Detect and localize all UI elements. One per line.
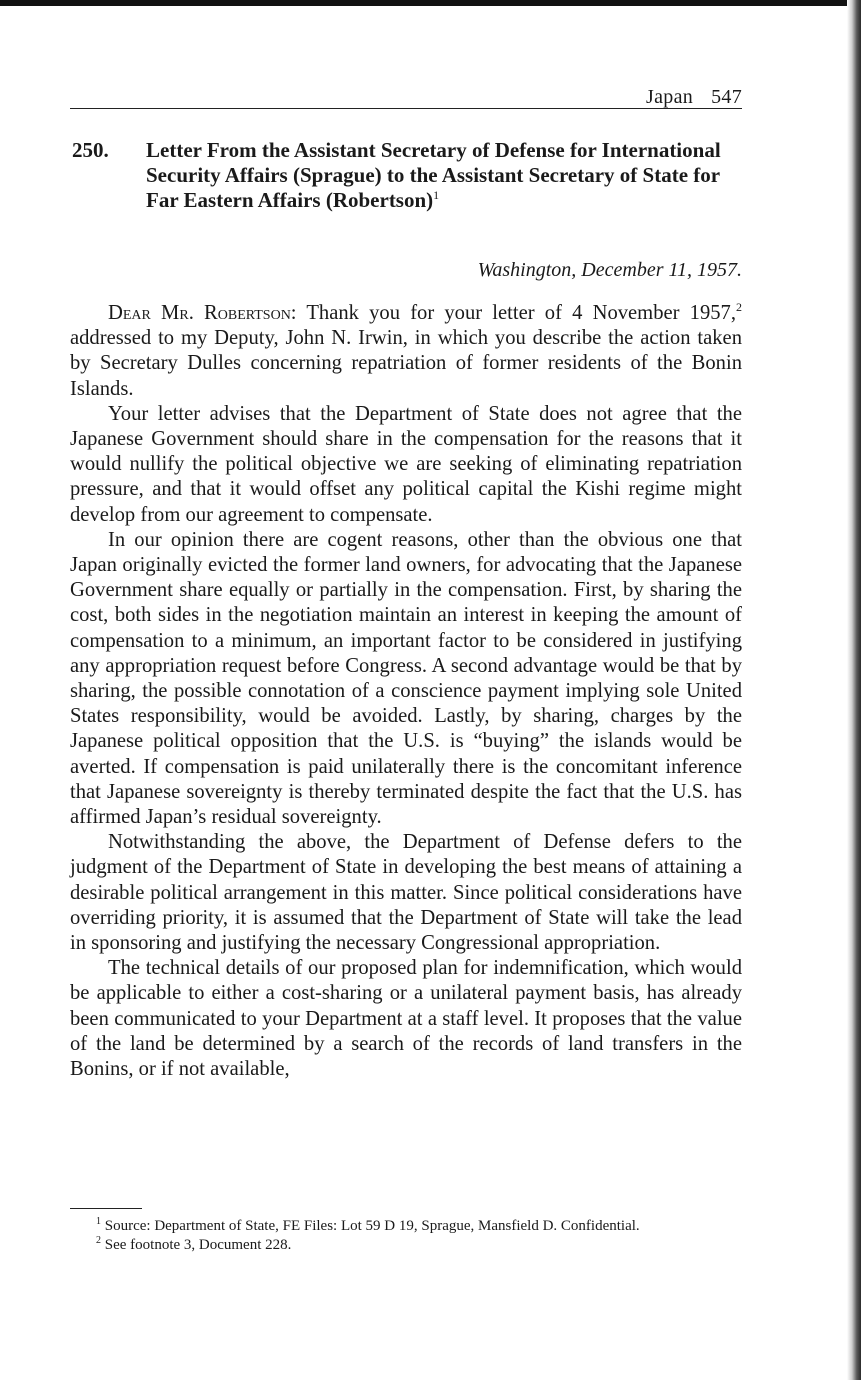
paragraph-1 bbox=[70, 301, 742, 402]
scan-edge-top bbox=[0, 0, 861, 6]
document-title-text: Letter From the Assistant Secretary of Defense for International Security Affairs (Sprague) to the Assistant Secretary of State for Far Eastern Affairs (Robertson) bbox=[146, 138, 721, 212]
letter-body bbox=[70, 301, 742, 1082]
scan-edge-right bbox=[847, 0, 861, 1380]
footnote-ref-2: 2 bbox=[736, 300, 742, 315]
document-number: 250. bbox=[72, 138, 109, 162]
footnotes bbox=[70, 1217, 735, 1255]
running-head bbox=[646, 86, 742, 109]
paragraph-1-text-b: addressed to my Deputy, John N. Irwin, in which you describe the action taken by Secretary Dulles concerning repatriation of former residents of the Bonin Islands. bbox=[70, 327, 742, 400]
footnote-1 bbox=[70, 1217, 735, 1236]
running-head-title: Japan bbox=[646, 86, 694, 108]
footnote-rule bbox=[70, 1208, 142, 1209]
document-title bbox=[146, 138, 736, 213]
header-rule bbox=[70, 108, 742, 109]
salutation: Dear Mr. Robertson: bbox=[108, 302, 297, 324]
footnote-1-marker: 1 bbox=[96, 1216, 101, 1227]
paragraph-2: Your letter advises that the Department of State does not agree that the Japanese Government should share in the compensation for the reasons that it would nullify the political objective we are seeking of eliminating repatriation pressure, and that it would offset any political capital the Kishi regime might develop from our agreement to compensate. bbox=[70, 402, 742, 526]
paragraph-1-text-a: Thank you for your letter of 4 November 1957, bbox=[306, 302, 736, 324]
dateline: Washington, December 11, 1957. bbox=[477, 259, 742, 281]
paragraph-5: The technical details of our proposed plan for indemnification, which would be applicable to either a cost-sharing or a unilateral payment basis, has already been communicated to your Department at a staff level. It proposes that the value of the land be determined by a search of the records of land transfers in the Bonins, or if not available, bbox=[70, 957, 742, 1081]
page-number: 547 bbox=[711, 86, 742, 108]
title-footnote-ref: 1 bbox=[433, 188, 440, 202]
footnote-2 bbox=[70, 1236, 735, 1255]
footnote-2-marker: 2 bbox=[96, 1235, 101, 1246]
paragraph-3: In our opinion there are cogent reasons, other than the obvious one that Japan originally evicted the former land owners, for advocating that the Japanese Government share equally or partially in the compensation. First, by sharing the cost, both sides in the negotiation maintain an interest in keeping the amount of compensation to a minimum, an important factor to be considered in justifying any appropriation request before Congress. A second advantage would be that by sharing, the possible connotation of a conscience payment implying sole United States responsibility, would be avoided. Lastly, by sharing, charges by the Japanese political opposition that the U.S. is “buying” the islands would be averted. If compensation is paid unilaterally there is the concomitant inference that Japanese sovereignty is thereby terminated despite the fact that the U.S. has affirmed Japan’s residual sovereignty. bbox=[70, 528, 742, 829]
paragraph-4: Notwithstanding the above, the Department of Defense defers to the judgment of the Department of State in developing the best means of attaining a desirable political arrangement in this matter. Since political considerations have overriding priority, it is assumed that the Department of State will take the lead in sponsoring and justifying the necessary Congressional appropriation. bbox=[70, 831, 742, 955]
footnote-2-text: See footnote 3, Document 228. bbox=[104, 1237, 292, 1253]
footnote-1-text: Source: Department of State, FE Files: Lot 59 D 19, Sprague, Mansfield D. Confidential. bbox=[104, 1218, 640, 1234]
